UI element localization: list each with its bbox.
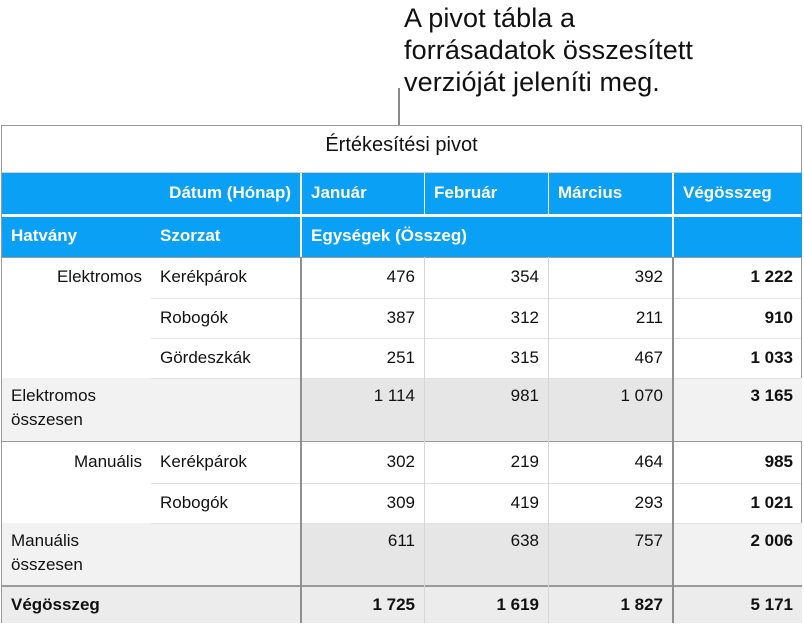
callout-leader-line xyxy=(398,88,400,126)
subtotal-total-cell[interactable]: 3 165 xyxy=(674,378,802,441)
gridline xyxy=(2,441,801,442)
grand-total-cell[interactable]: 1 827 xyxy=(549,587,672,623)
row-label[interactable]: Kerékpárok xyxy=(160,267,247,286)
gridline xyxy=(672,257,674,623)
subtotal-cell[interactable]: 611 xyxy=(302,523,424,585)
gridline xyxy=(548,173,549,214)
gridline xyxy=(151,298,801,299)
row-label[interactable]: Robogók xyxy=(160,308,229,327)
callout-line-3: verzióját jeleníti meg. xyxy=(404,67,660,97)
group-label-elektromos[interactable]: Elektromos xyxy=(56,267,142,286)
row-total-cell[interactable]: 910 xyxy=(764,308,793,327)
row-total-cell[interactable]: 1 033 xyxy=(750,348,793,367)
subtotal-label-line1: Elektromos xyxy=(11,386,97,405)
subtotal-label-line1: Manuális xyxy=(11,531,80,550)
grand-total-label[interactable]: Végösszeg xyxy=(2,587,300,623)
column-header-januar[interactable]: Január xyxy=(302,173,424,214)
subtotal-label-line2: összesen xyxy=(11,555,83,574)
pivot-table xyxy=(1,125,802,623)
subtotal-label-manualis[interactable] xyxy=(2,523,300,585)
gridline xyxy=(672,173,674,257)
data-cell[interactable]: 315 xyxy=(510,348,539,367)
subtotal-cell[interactable]: 1 070 xyxy=(549,378,672,441)
gridline xyxy=(2,214,801,217)
gridline xyxy=(151,523,801,524)
data-cell[interactable]: 464 xyxy=(634,452,663,471)
header-empty-cell xyxy=(674,217,802,257)
data-cell[interactable]: 293 xyxy=(634,493,663,512)
data-cell[interactable]: 312 xyxy=(510,308,539,327)
data-cell[interactable]: 419 xyxy=(510,493,539,512)
row-field-szorzat[interactable]: Szorzat xyxy=(151,217,300,257)
column-field-label[interactable]: Dátum (Hónap) xyxy=(2,173,300,214)
row-label[interactable]: Robogók xyxy=(160,493,229,512)
group-label-manualis[interactable]: Manuális xyxy=(73,452,142,471)
subtotal-cell[interactable]: 981 xyxy=(425,378,548,441)
data-cell[interactable]: 211 xyxy=(635,308,663,327)
data-cell[interactable]: 387 xyxy=(386,308,415,327)
gridline xyxy=(424,173,425,214)
data-cell[interactable]: 302 xyxy=(386,452,415,471)
gridline xyxy=(2,585,801,587)
row-label[interactable]: Gördeszkák xyxy=(160,348,251,367)
subtotal-label-elektromos[interactable] xyxy=(2,378,300,441)
grand-total-cell[interactable]: 1 725 xyxy=(302,587,424,623)
subtotal-label-line2: összesen xyxy=(11,410,83,429)
data-cell[interactable]: 392 xyxy=(634,267,663,286)
row-total-cell[interactable]: 1 021 xyxy=(750,493,793,512)
gridline xyxy=(300,257,302,623)
row-total-cell[interactable]: 985 xyxy=(764,452,793,471)
grand-total-total-cell[interactable]: 5 171 xyxy=(674,587,802,623)
column-header-grand-total[interactable]: Végösszeg xyxy=(674,173,802,214)
subtotal-total-cell[interactable]: 2 006 xyxy=(674,523,802,585)
data-cell[interactable]: 251 xyxy=(386,348,415,367)
data-cell[interactable]: 467 xyxy=(634,348,663,367)
grand-total-cell[interactable]: 1 619 xyxy=(425,587,548,623)
gridline xyxy=(300,173,302,257)
row-label[interactable]: Kerékpárok xyxy=(160,452,247,471)
subtotal-cell[interactable]: 638 xyxy=(425,523,548,585)
gridline xyxy=(2,257,801,258)
subtotal-cell[interactable]: 1 114 xyxy=(302,378,424,441)
gridline xyxy=(548,257,549,623)
gridline xyxy=(151,483,801,484)
gridline xyxy=(151,338,801,339)
column-header-februar[interactable]: Február xyxy=(425,173,548,214)
table-title: Értékesítési pivot xyxy=(325,134,478,156)
gridline xyxy=(2,172,801,173)
gridline xyxy=(151,378,801,379)
row-total-cell[interactable]: 1 222 xyxy=(750,267,793,286)
gridline xyxy=(424,257,425,623)
data-cell[interactable]: 309 xyxy=(386,493,415,512)
callout-line-1: A pivot tábla a xyxy=(404,3,576,33)
value-field-label[interactable]: Egységek (Összeg) xyxy=(302,217,672,257)
callout-line-2: forrásadatok összesített xyxy=(404,35,694,65)
data-cell[interactable]: 476 xyxy=(386,267,415,286)
subtotal-cell[interactable]: 757 xyxy=(549,523,672,585)
data-cell[interactable]: 354 xyxy=(510,267,539,286)
data-cell[interactable]: 219 xyxy=(510,452,539,471)
row-field-hatvany[interactable]: Hatvány xyxy=(2,217,151,257)
column-header-marcius[interactable]: Március xyxy=(549,173,672,214)
callout-annotation xyxy=(404,2,804,98)
